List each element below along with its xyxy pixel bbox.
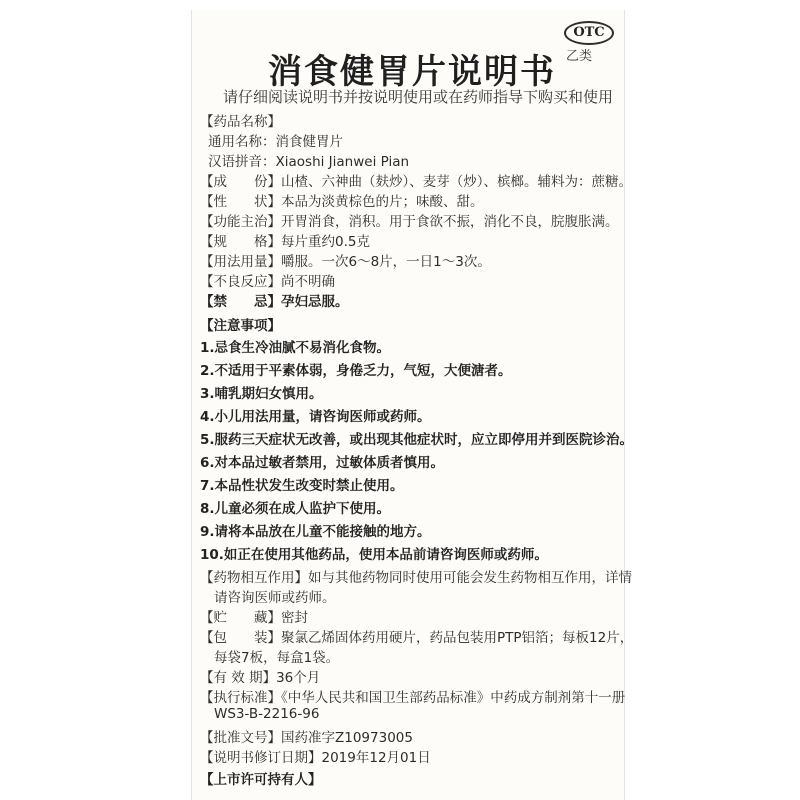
precaution-item: 9.请将本品放在儿童不能接触的地方。: [200, 524, 431, 540]
standard-cont: WS3-B-2216-96: [214, 706, 320, 722]
indications: 【功能主治】开胃消食，消积。用于食欲不振，消化不良，脘腹胀满。: [200, 214, 619, 230]
character: 【性 状】本品为淡黄棕色的片；味酸、甜。: [200, 194, 484, 210]
precaution-item: 2.不适用于平素体弱，身倦乏力，气短，大便溏者。: [200, 363, 512, 379]
storage: 【贮 藏】密封: [200, 610, 308, 626]
revision-date: 【说明书修订日期】2019年12月01日: [200, 750, 431, 766]
drug-interactions: 【药物相互作用】如与其他药物同时使用可能会发生药物相互作用，详情: [200, 570, 632, 586]
adverse-reactions: 【不良反应】尚不明确: [200, 274, 335, 290]
precautions-header: 【注意事项】: [200, 318, 281, 334]
drug-name-header: 【药品名称】: [200, 114, 281, 130]
precaution-item: 4.小儿用法用量，请咨询医师或药师。: [200, 409, 431, 425]
approval-number: 【批准文号】国药准字Z10973005: [200, 730, 413, 746]
pinyin-name: 汉语拼音：Xiaoshi Jianwei Pian: [208, 154, 410, 170]
page-title: 消食健胃片说明书: [268, 52, 556, 92]
precaution-item: 1.忌食生冷油腻不易消化食物。: [200, 340, 391, 356]
page-subtitle: 请仔细阅读说明书并按说明使用或在药师指导下购买和使用: [223, 88, 614, 106]
standard: 【执行标准】《中华人民共和国卫生部药品标准》中药成方制剂第十一册: [200, 690, 626, 706]
dosage: 【用法用量】嚼服。一次6～8片，一日1～3次。: [200, 254, 491, 270]
packaging-cont: 每袋7板，每盒1袋。: [214, 650, 340, 666]
precaution-item: 10.如正在使用其他药品，使用本品前请咨询医师或药师。: [200, 547, 548, 563]
otc-class-label: 乙类: [566, 49, 593, 64]
specification: 【规 格】每片重约0.5克: [200, 234, 370, 250]
drug-interactions-cont: 请咨询医师或药师。: [214, 590, 336, 606]
ingredients: 【成 份】山楂、六神曲（麸炒）、麦芽（炒）、槟榔。辅料为：蔗糖。: [200, 174, 632, 190]
precaution-item: 3.哺乳期妇女慎用。: [200, 386, 323, 402]
precaution-item: 6.对本品过敏者禁用，过敏体质者慎用。: [200, 455, 445, 471]
contraindications: 【禁 忌】孕妇忌服。: [200, 294, 349, 310]
otc-badge: OTC: [564, 21, 614, 45]
precaution-item: 8.儿童必须在成人监护下使用。: [200, 501, 391, 517]
precaution-item: 7.本品性状发生改变时禁止使用。: [200, 478, 404, 494]
validity: 【有 效 期】36个月: [200, 670, 321, 686]
precaution-item: 5.服药三天症状无改善，或出现其他症状时，应立即停用并到医院诊治。: [200, 432, 634, 448]
generic-name: 通用名称：消食健胃片: [208, 134, 343, 150]
packaging: 【包 装】聚氯乙烯固体药用硬片，药品包装用PTP铝箔；每板12片，: [200, 630, 634, 646]
mah-header: 【上市许可持有人】: [200, 772, 322, 788]
